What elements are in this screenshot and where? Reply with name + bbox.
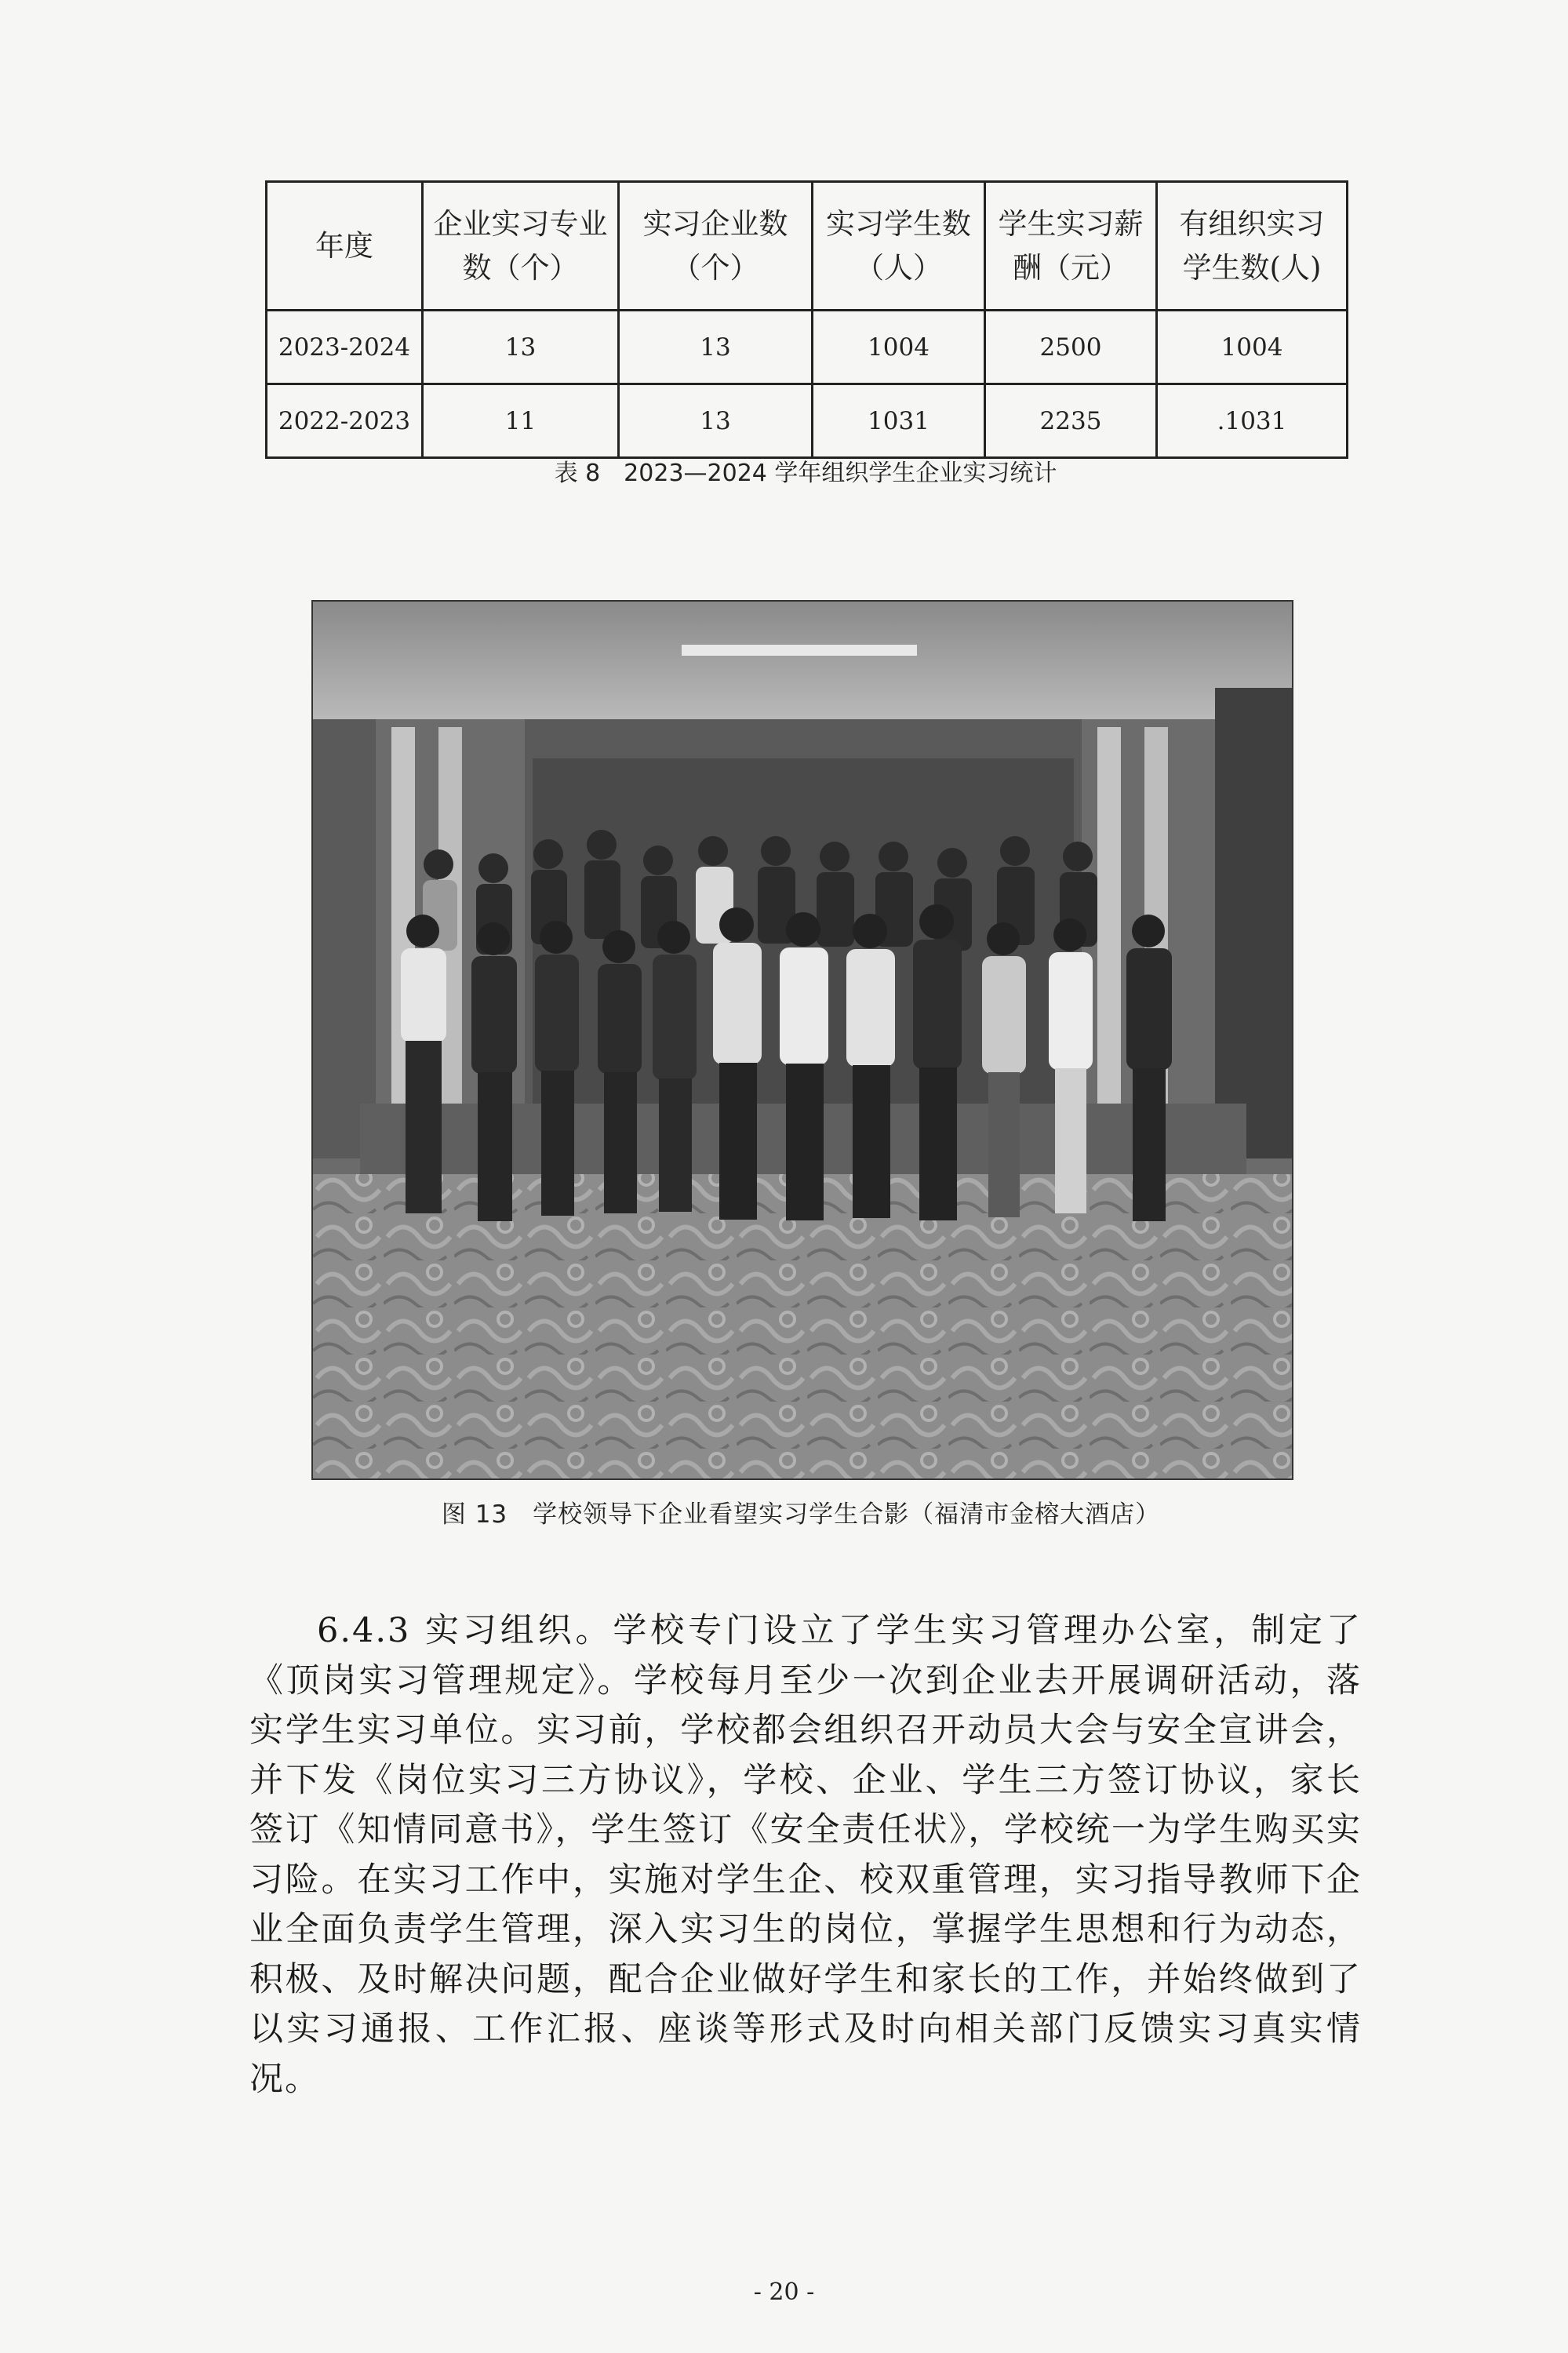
table-cell: 2023-2024 (267, 311, 423, 384)
table-cell: 13 (619, 384, 813, 458)
table-cell: 1004 (1157, 311, 1348, 384)
internship-stats-table (265, 180, 1348, 459)
table-cell: 2500 (985, 311, 1157, 384)
table-cell: 1031 (813, 384, 985, 458)
header-cell: 企业实习专业数（个） (423, 182, 619, 311)
header-cell: 年度 (267, 182, 423, 311)
body-paragraph: 6.4.3 实习组织。学校专门设立了学生实习管理办公室，制定了《顶岗实习管理规定》。学校每月至少一次到企业去开展调研活动，落实学生实习单位。实习前，学校都会组织召开动员大会与安全宣讲会，并下发《岗位实习三方协议》，学校、企业、学生三方签订协议，家长签订《知情同意书》，学生签订《安全责任状》，学校统一为学生购买实习险。在实习工作中，实施对学生企、校双重管理，实习指导教师下企业全面负责学生管理，深入实习生的岗位，掌握学生思想和行为动态，积极、及时解决问题，配合企业做好学生和家长的工作，并始终做到了以实习通报、工作汇报、座谈等形式及时向相关部门反馈实习真实情况。 (249, 1611, 1362, 2099)
table-cell: .1031 (1157, 384, 1348, 458)
header-cell: 实习企业数（个） (619, 182, 813, 311)
group-photo-illustration (313, 602, 1292, 1478)
page-number: - 20 - (753, 2278, 815, 2306)
header-cell: 有组织实习学生数(人) (1157, 182, 1348, 311)
group-photo (311, 600, 1293, 1480)
table-cell: 11 (423, 384, 619, 458)
table-cell: 2235 (985, 384, 1157, 458)
table-caption: 表 8 2023—2024 学年组织学生企业实习统计 (554, 460, 1057, 487)
table-row (267, 311, 1348, 384)
table-cell: 2022-2023 (267, 384, 423, 458)
header-cell: 实习学生数（人） (813, 182, 985, 311)
table-cell: 13 (619, 311, 813, 384)
table-header-row (267, 182, 1348, 311)
header-cell: 学生实习薪酬（元） (985, 182, 1157, 311)
table-row (267, 384, 1348, 458)
table-cell: 1004 (813, 311, 985, 384)
figure-caption: 图 13 学校领导下企业看望实习学生合影（福清市金榕大酒店） (441, 1500, 1161, 1529)
table-cell: 13 (423, 311, 619, 384)
